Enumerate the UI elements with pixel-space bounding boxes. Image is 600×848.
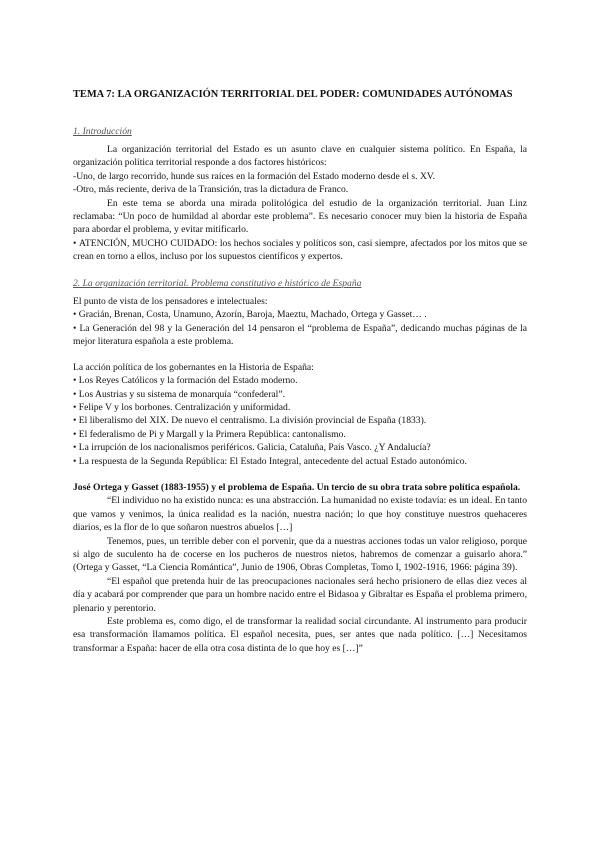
quote-paragraph: “El individuo no ha existido nunca: es una abstracción. La humanidad no existe todavía: es un ideal. En tanto que vamos y venimos, la única realidad es la nación, nuestra nación; lo que hoy constituye nuestros quehaceres diarios, es la flor de lo que soñaron nuestros abuelos […]: [73, 495, 527, 534]
bullet-item: • ATENCIÓN, MUCHO CUIDADO: los hechos sociales y políticos son, casi siempre, afectados por los mitos que se crean en torno a ellos, incluso por los supuestos científicos y expertos.: [73, 237, 527, 264]
quote-paragraph: “El español que pretenda huir de las preocupaciones nacionales será hecho prisionero de ellas diez veces al día y acabará por comprender que para un hombre nacido entre el Bidasoa y Gibraltar es España el problema primero, plenario y perentorio.: [73, 575, 527, 614]
bullet-item: • La Generación del 98 y la Generación del 14 pensaron el “problema de España”, dedicando muchas páginas de la mejor literatura española a este problema.: [73, 322, 527, 349]
list-item: • La irrupción de los nacionalismos periféricos. Galicia, Cataluña, País Vasco. ¿Y Andalucía?: [73, 441, 527, 454]
bullet-item: • Gracián, Brenan, Costa, Unamuno, Azorín, Baroja, Maeztu, Machado, Ortega y Gasset… .: [73, 308, 527, 321]
section-heading-introduccion: 1. Introducción: [73, 125, 132, 137]
list-item: • El federalismo de Pi y Margall y la Primera República: cantonalismo.: [73, 428, 527, 441]
quote-paragraph: Tenemos, pues, un terrible deber con el porvenir, que da a nuestras acciones todas un valor religioso, porque si algo de suculento ha de cocerse en los pucheros de nuestros nietos, habremos de comenzar a guisarlo ahora.” (Ortega y Gasset, “La Ciencia Romántica”, Junio de 1906, Obras Completas, Tomo I, 1902-1916, 1966: página 39).: [73, 535, 527, 574]
document-title: TEMA 7: LA ORGANIZACIÓN TERRITORIAL DEL PODER: COMUNIDADES AUTÓNOMAS: [73, 89, 513, 100]
paragraph: -Uno, de largo recorrido, hunde sus raíces en la formación del Estado moderno desde el s. XV.: [73, 170, 435, 182]
paragraph: -Otro, más reciente, deriva de la Transición, tras la dictadura de Franco.: [73, 184, 349, 196]
list-item: • Los Reyes Católicos y la formación del Estado moderno.: [73, 374, 527, 387]
paragraph: En este tema se aborda una mirada politológica del estudio de la organización territorial. Juan Linz reclamaba: “Un poco de humildad al abordar este problema”. Es necesario conocer muy bien la historia de España para abordar el problema, y evitar mitificarlo.: [73, 197, 527, 236]
list-item: • Felipe V y los borbones. Centralización y uniformidad.: [73, 401, 527, 414]
list-item: • Los Austrias y su sistema de monarquía “confederal”.: [73, 388, 527, 401]
paragraph: La acción política de los gobernantes en la Historia de España:: [73, 361, 314, 373]
list-item: • El liberalismo del XIX. De nuevo el centralismo. La división provincial de España (1833).: [73, 414, 527, 427]
paragraph: La organización territorial del Estado es un asunto clave en cualquier sistema político. En España, la organización política territorial responde a dos factores históricos:: [73, 144, 527, 169]
list-item: • La respuesta de la Segunda República: El Estado Integral, antecedente del actual Estado autonómico.: [73, 455, 527, 468]
section-heading-organizacion-territorial: 2. La organización territorial. Problema constitutivo e histórico de España: [73, 277, 362, 289]
quote-paragraph: Este problema es, como digo, el de transformar la realidad social circundante. Al instrumento para producir esa transformación llamamos política. El español necesita, pues, ser antes que nada político. […] Necesitamos transformar a España: hacer de ella otra cosa distinta de lo que hoy es […]”: [73, 616, 527, 654]
section-heading-ortega: José Ortega y Gasset (1883-1955) y el problema de España. Un tercio de su obra trata sobre política española.: [73, 481, 521, 493]
paragraph: El punto de vista de los pensadores e intelectuales:: [73, 296, 268, 308]
